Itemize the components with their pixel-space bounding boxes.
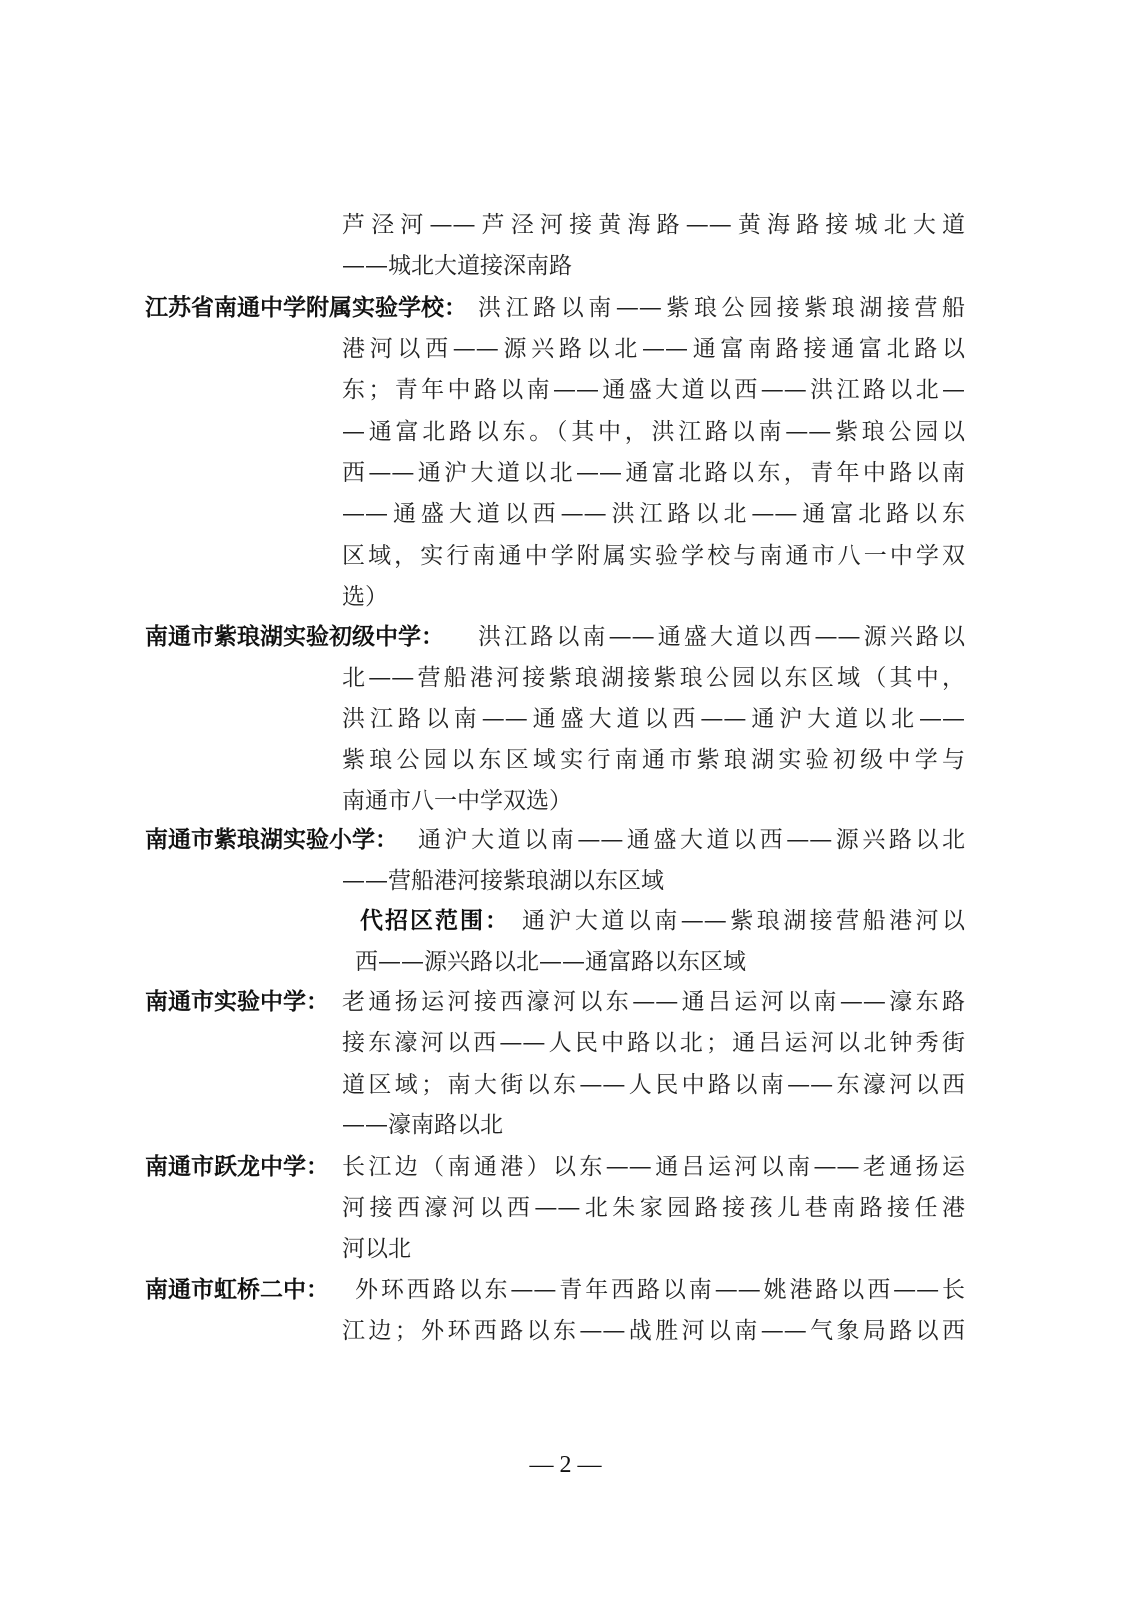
zone-line: 紫琅公园以东区域实行南通市紫琅湖实验初级中学与 (342, 747, 965, 773)
zone-line: 洪江路以南——通盛大道以西——通沪大道以北—— (342, 706, 965, 732)
zone-line: ——通盛大道以西——洪江路以北——通富北路以东 (342, 501, 965, 527)
zone-line: 河以北 (342, 1236, 411, 1262)
zone-line: 江边；外环西路以东——战胜河以南——气象局路以西 (342, 1318, 965, 1344)
zone-line: 外环西路以东——青年西路以南——姚港路以西——长 (355, 1277, 965, 1303)
zone-line: 长江边（南通港）以东——通吕运河以南——老通扬运 (342, 1154, 965, 1180)
school-name-label: 南通市紫琅湖实验小学： (145, 827, 398, 853)
school-name-label: 南通市虹桥二中： (145, 1277, 329, 1303)
zone-line: 西——通沪大道以北——通富北路以东，青年中路以南 (342, 460, 965, 486)
school-name-label: 南通市紫琅湖实验初级中学： (145, 624, 444, 650)
zone-line: —通富北路以东。（其中，洪江路以南——紫琅公园以 (342, 419, 965, 445)
school-name-label: 南通市跃龙中学： (145, 1154, 329, 1180)
zone-line: 东；青年中路以南——通盛大道以西——洪江路以北— (342, 377, 965, 403)
zone-line: 南通市八一中学双选） (342, 788, 572, 814)
zone-line: 洪江路以南——紫琅公园接紫琅湖接营船 (478, 295, 965, 321)
zone-line: 洪江路以南——通盛大道以西——源兴路以 (478, 624, 965, 650)
zone-line: ——濠南路以北 (342, 1112, 503, 1138)
zone-line: 通沪大道以南——紫琅湖接营船港河以 (522, 908, 965, 934)
zone-line: 选） (342, 584, 388, 610)
zone-line: 港河以西——源兴路以北——通富南路接通富北路以 (342, 336, 965, 362)
zone-line: 北——营船港河接紫琅湖接紫琅公园以东区域（其中， (342, 665, 965, 691)
zone-line: ——城北大道接深南路 (342, 253, 572, 279)
zone-line: ——营船港河接紫琅湖以东区域 (342, 868, 664, 894)
proxy-zone-label: 代招区范围： (360, 908, 510, 934)
zone-line: 西——源兴路以北——通富路以东区域 (355, 949, 746, 975)
page-number: — 2 — (529, 1452, 602, 1478)
zone-line: 通沪大道以南——通盛大道以西——源兴路以北 (418, 827, 965, 853)
zone-line: 芦泾河——芦泾河接黄海路——黄海路接城北大道 (342, 212, 965, 238)
zone-line: 河接西濠河以西——北朱家园路接孩儿巷南路接任港 (342, 1195, 965, 1221)
zone-line: 接东濠河以西——人民中路以北；通吕运河以北钟秀街 (342, 1030, 965, 1056)
school-name-label: 江苏省南通中学附属实验学校： (145, 295, 467, 321)
zone-line: 区域，实行南通中学附属实验学校与南通市八一中学双 (342, 543, 965, 569)
zone-line: 老通扬运河接西濠河以东——通吕运河以南——濠东路 (342, 989, 965, 1015)
zone-line: 道区域；南大街以东——人民中路以南——东濠河以西 (342, 1072, 965, 1098)
school-name-label: 南通市实验中学： (145, 989, 329, 1015)
